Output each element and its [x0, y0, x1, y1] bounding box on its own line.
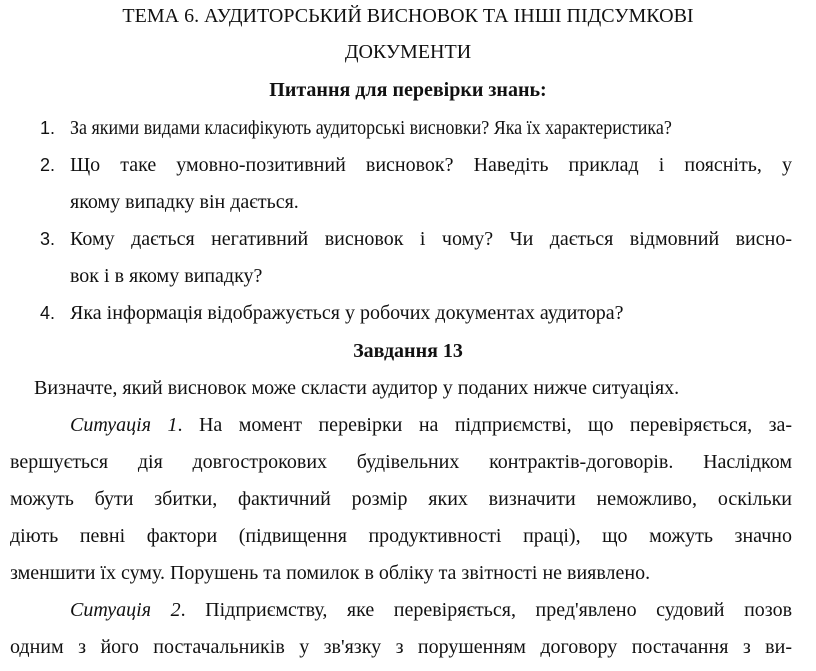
question-number: 1. [40, 118, 56, 138]
question-item [40, 153, 792, 177]
situation-label: Ситуація 1 [70, 414, 178, 436]
question-number: 3. [40, 229, 56, 249]
title-line-2: ДОКУМЕНТИ [344, 41, 472, 63]
situation-text: . Підприємству, яке перевіряється, пред'явлено судовий позов [180, 599, 793, 621]
situation-text: . На момент перевірки на підприємстві, що перевіряється, за- [177, 414, 793, 436]
question-text: За якими видами класифікують аудиторські висновки? Яка їх характеристика? [70, 117, 672, 139]
question-number: 2. [40, 155, 56, 175]
question-item [40, 227, 792, 251]
questions-heading: Питання для перевірки знань: [269, 79, 547, 101]
question-text: Що таке умовно-позитивний висновок? Наведіть приклад і поясніть, у [70, 154, 792, 176]
situation-label: Ситуація 2 [70, 599, 181, 621]
question-item [40, 301, 792, 325]
question-text: Кому дається негативний висновок і чому? Чи дається відмовний висно- [70, 228, 792, 250]
situation-1-line: зменшити їх суму. Порушень та помилок в обліку та звітності не виявлено. [10, 562, 651, 584]
task-heading: Завдання 13 [353, 340, 463, 362]
situation-1-first-line [70, 413, 792, 437]
situation-1-line: вершується дія довгострокових будівельних контрактів-договорів. Наслідком [10, 451, 792, 473]
situation-2-line: одним з його постачальників у зв'язку з порушенням договору постачання з ви- [10, 636, 792, 658]
situation-2-first-line [70, 598, 792, 622]
title-line-1: ТЕМА 6. АУДИТОРСЬКИЙ ВИСНОВОК ТА ІНШІ ПІДСУМКОВІ [122, 5, 694, 27]
question-text: Яка інформація відображується у робочих документах аудитора? [70, 302, 624, 324]
situation-1-line: можуть бути збитки, фактичний розмір яких визначити неможливо, оскільки [10, 488, 792, 510]
question-text-continued: вок і в якому випадку? [70, 265, 263, 287]
question-text-continued: якому випадку він дається. [70, 191, 299, 213]
question-item [40, 116, 792, 140]
task-intro: Визначте, який висновок може скласти аудитор у поданих нижче ситуаціях. [34, 377, 680, 399]
situation-1-line: діють певні фактори (підвищення продуктивності праці), що можуть значно [10, 525, 792, 547]
question-number: 4. [40, 303, 56, 323]
